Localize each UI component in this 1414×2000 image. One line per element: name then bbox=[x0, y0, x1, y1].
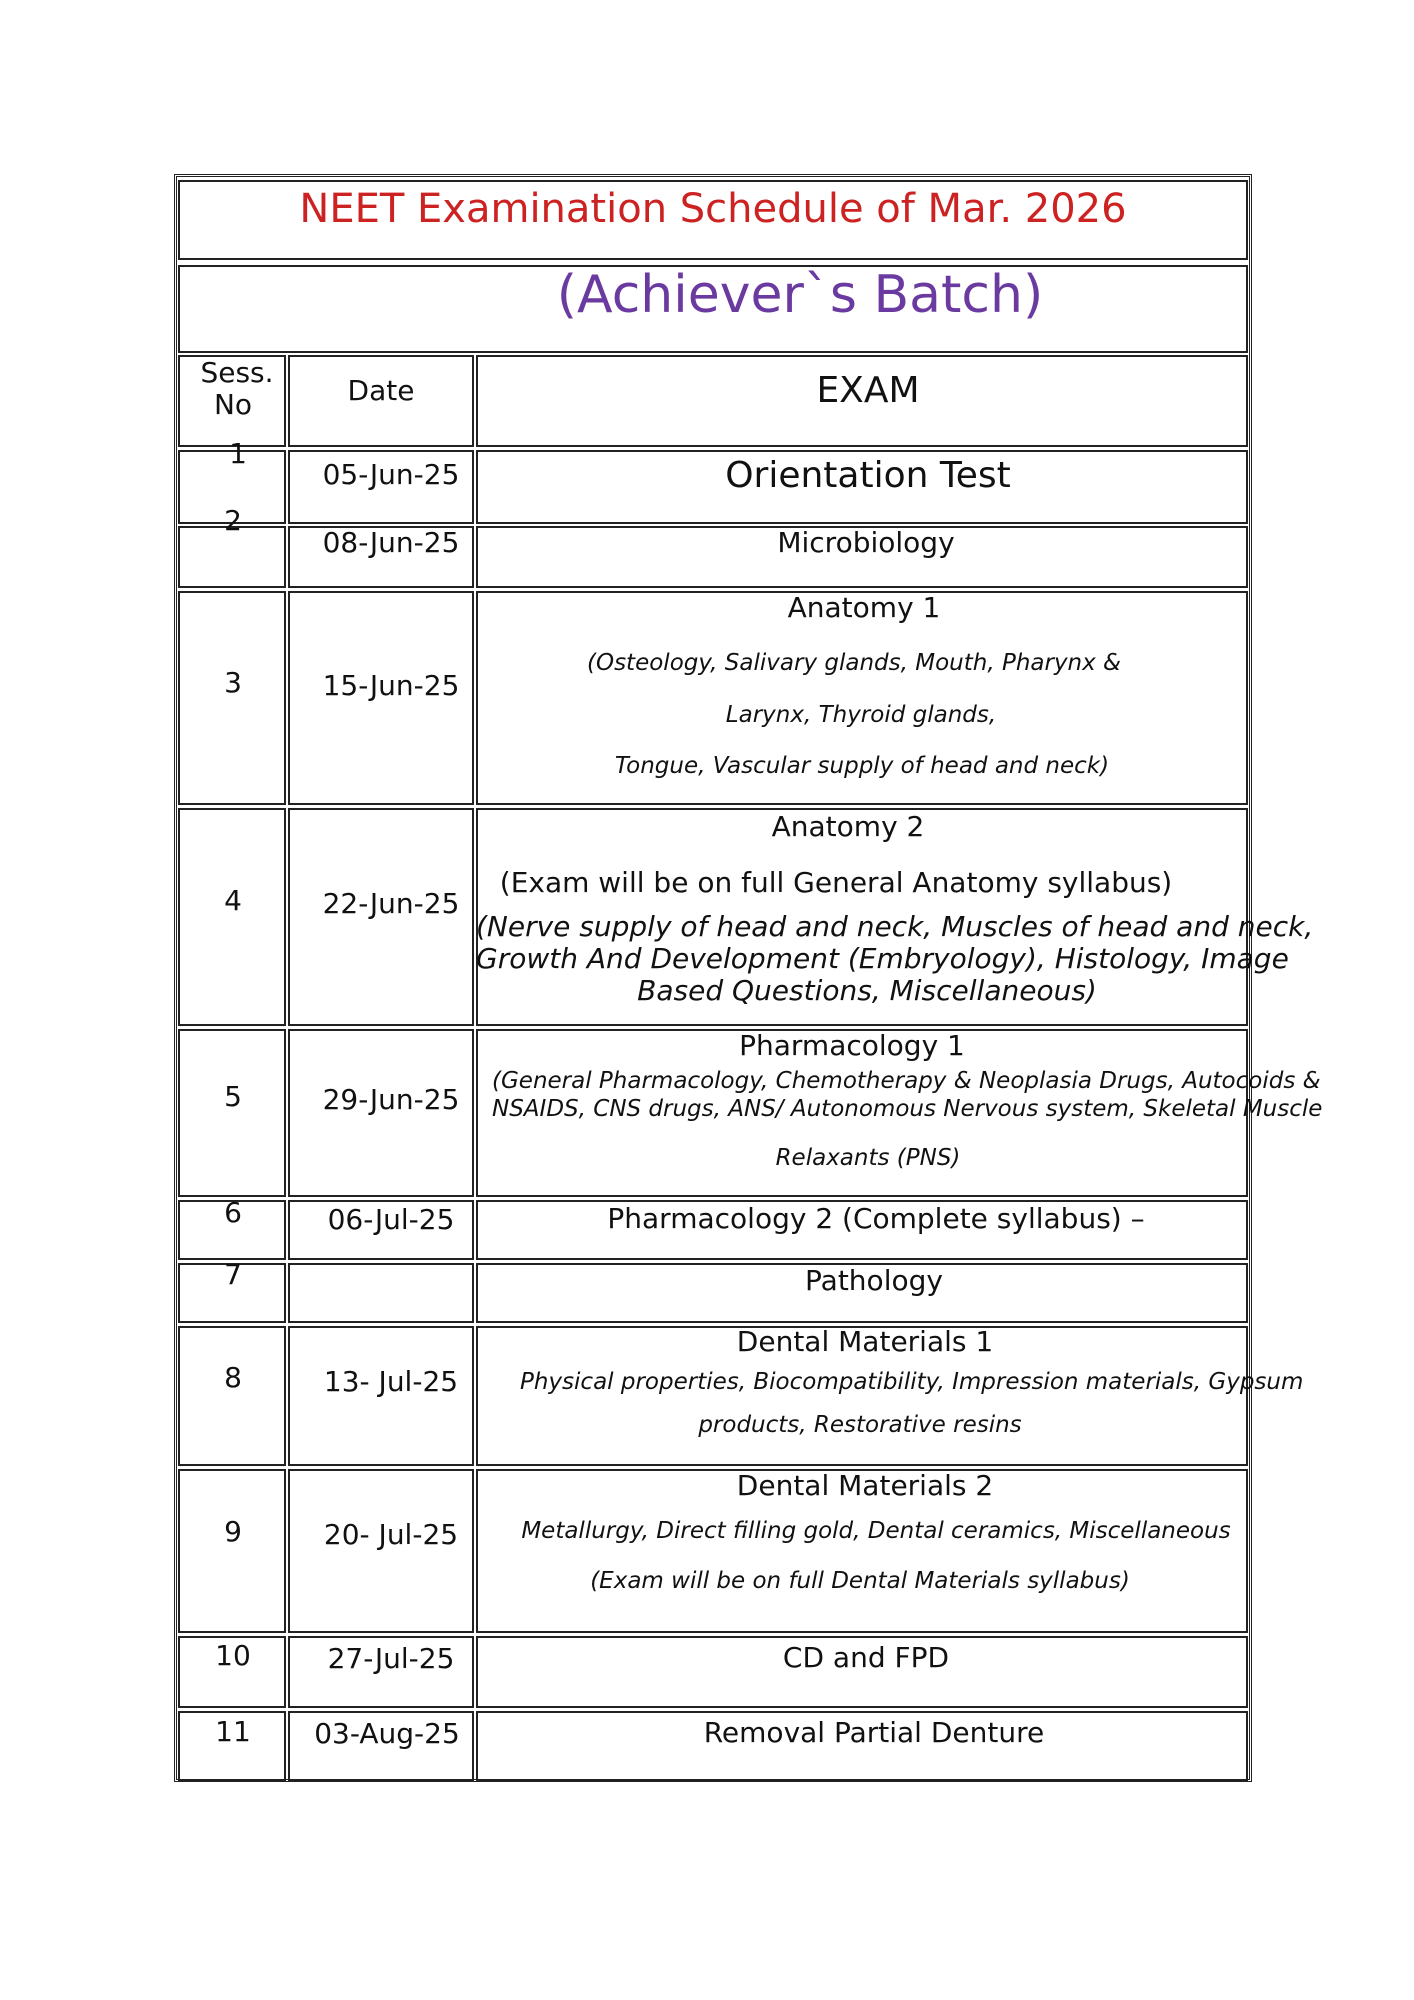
row-4-detail-2: (Nerve supply of head and neck, Muscles of head and neck, bbox=[476, 910, 1314, 943]
header-session-line2: No bbox=[213, 388, 253, 421]
row-1-date: 05-Jun-25 bbox=[322, 458, 460, 491]
row-8-detail-1: Physical properties, Biocompatibility, Impression materials, Gypsum bbox=[520, 1369, 1304, 1395]
header-date: Date bbox=[347, 374, 415, 407]
row-4-date: 22-Jun-25 bbox=[322, 887, 460, 920]
row-5-date: 29-Jun-25 bbox=[322, 1083, 460, 1116]
row-9-detail-1: Metallurgy, Direct filling gold, Dental ceramics, Miscellaneous bbox=[521, 1518, 1231, 1544]
row-4-detail-3: Growth And Development (Embryology), Histology, Image bbox=[476, 942, 1289, 975]
row-11-exam: Removal Partial Denture bbox=[703, 1716, 1045, 1749]
row-7-date-cell bbox=[288, 1263, 474, 1323]
row-3-exam: Anatomy 1 bbox=[787, 591, 941, 624]
header-session-line1: Sess. bbox=[200, 356, 274, 389]
document-title: NEET Examination Schedule of Mar. 2026 bbox=[299, 186, 1127, 232]
row-3-no: 3 bbox=[224, 666, 242, 699]
row-6-date: 06-Jul-25 bbox=[327, 1203, 455, 1236]
row-9-no: 9 bbox=[224, 1515, 242, 1548]
row-8-detail-2: products, Restorative resins bbox=[698, 1412, 1022, 1438]
row-2-no: 2 bbox=[224, 504, 242, 537]
row-3-detail-2: Larynx, Thyroid glands, bbox=[725, 702, 997, 728]
row-6-exam: Pharmacology 2 (Complete syllabus) – bbox=[607, 1202, 1145, 1235]
row-10-exam: CD and FPD bbox=[782, 1641, 950, 1674]
row-8-date: 13- Jul-25 bbox=[323, 1365, 459, 1398]
row-11-no: 11 bbox=[215, 1715, 251, 1748]
document-subtitle: (Achiever`s Batch) bbox=[556, 265, 1044, 325]
row-5-exam: Pharmacology 1 bbox=[739, 1029, 965, 1062]
row-10-date: 27-Jul-25 bbox=[327, 1642, 455, 1675]
row-10-no: 10 bbox=[215, 1639, 251, 1672]
row-1-no: 1 bbox=[229, 437, 247, 470]
row-9-no-cell bbox=[178, 1469, 286, 1633]
row-4-no: 4 bbox=[224, 884, 242, 917]
row-11-date: 03-Aug-25 bbox=[314, 1717, 460, 1750]
row-5-detail-2: NSAIDS, CNS drugs, ANS/ Autonomous Nervous system, Skeletal Muscle bbox=[492, 1096, 1323, 1122]
row-3-detail-1: (Osteology, Salivary glands, Mouth, Pharynx & bbox=[587, 650, 1121, 676]
row-5-detail-1: (General Pharmacology, Chemotherapy & Neoplasia Drugs, Autocoids & bbox=[492, 1068, 1321, 1094]
row-3-detail-3: Tongue, Vascular supply of head and neck) bbox=[614, 753, 1110, 779]
row-9-detail-2: (Exam will be on full Dental Materials syllabus) bbox=[590, 1568, 1130, 1594]
row-4-detail-1: (Exam will be on full General Anatomy syllabus) bbox=[499, 866, 1173, 899]
header-exam: EXAM bbox=[816, 370, 920, 411]
row-8-exam: Dental Materials 1 bbox=[736, 1325, 994, 1358]
row-2-exam: Microbiology bbox=[777, 526, 955, 559]
row-9-exam: Dental Materials 2 bbox=[736, 1469, 994, 1502]
row-6-no: 6 bbox=[224, 1196, 242, 1229]
row-4-exam: Anatomy 2 bbox=[771, 810, 925, 843]
row-3-date: 15-Jun-25 bbox=[322, 669, 460, 702]
row-8-no: 8 bbox=[224, 1361, 242, 1394]
row-2-date: 08-Jun-25 bbox=[322, 526, 460, 559]
row-5-no: 5 bbox=[224, 1080, 242, 1113]
row-7-exam: Pathology bbox=[805, 1264, 943, 1297]
row-1-exam: Orientation Test bbox=[725, 455, 1011, 496]
row-8-no-cell bbox=[178, 1326, 286, 1466]
row-7-no: 7 bbox=[224, 1258, 242, 1291]
row-9-date: 20- Jul-25 bbox=[323, 1518, 459, 1551]
row-4-detail-4: Based Questions, Miscellaneous) bbox=[637, 974, 1097, 1007]
row-5-detail-3: Relaxants (PNS) bbox=[775, 1145, 961, 1171]
